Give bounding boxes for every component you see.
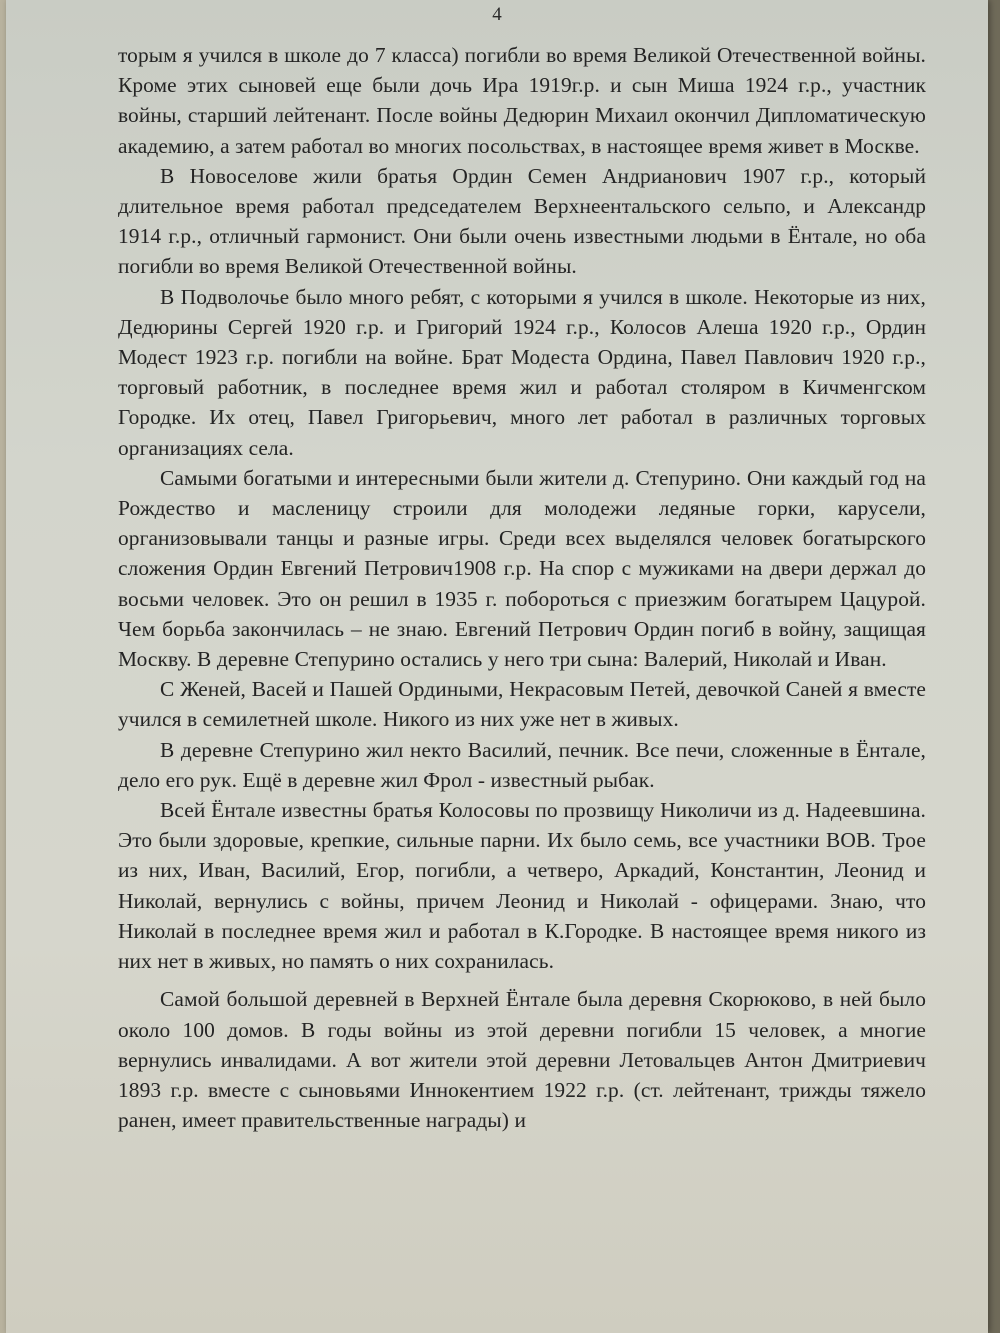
- paragraph-4: Самыми богатыми и интересными были жители д. Степурино. Они каждый год на Рождество и масленицу строили для молодежи ледяные горки, карусели, организовывали танцы и разные игры. Среди всех выделялся человек богатырского сложения Ордин Евгений Петрович1908 г.р. На спор с мужиками на двери держал до восьми человек. Это он решил в 1935 г. побороться с приезжим богатырем Цацурой. Чем борьба закончилась – не знаю. Евгений Петрович Ордин погиб в войну, защищая Москву. В деревне Степурино остались у него три сына: Валерий, Николай и Иван.: [118, 465, 926, 672]
- page-number: 4: [492, 4, 502, 25]
- paragraph-2: В Новоселове жили братья Ордин Семен Андрианович 1907 г.р., который длительное время работал председателем Верхнеентальского сельпо, и Александр 1914 г.р., отличный гармонист. Они были очень известными людьми в Ёнтале, но оба погибли во время Великой Отечественной войны.: [118, 163, 926, 279]
- paragraph-5: С Женей, Васей и Пашей Ордиными, Некрасовым Петей, девочкой Саней я вместе учился в семилетней школе. Никого из них уже нет в живых.: [118, 677, 926, 732]
- paragraph-6: В деревне Степурино жил некто Василий, печник. Все печи, сложенные в Ёнтале, дело его рук. Ещё в деревне жил Фрол - известный рыбак.: [118, 737, 926, 792]
- paragraph-3: В Подволочье было много ребят, с которыми я учился в школе. Некоторые из них, Дедюрины Сергей 1920 г.р. и Григорий 1924 г.р., Колосов Алеша 1920 г.р., Ордин Модест 1923 г.р. погибли на войне. Брат Модеста Ордина, Павел Павлович 1920 г.р., торговый работник, в последнее время жил и работал столяром в Кичменгском Городке. Их отец, Павел Григорьевич, много лет работал в различных торговых организациях села.: [118, 284, 926, 460]
- document-page: [6, 0, 988, 1333]
- paragraph-1: торым я учился в школе до 7 класса) погибли во время Великой Отечественной войны. Кроме этих сыновей еще были дочь Ира 1919г.р. и сын Миша 1924 г.р., участник войны, старший лейтенант. После войны Дедюрин Михаил окончил Дипломатическую академию, а затем работал во многих посольствах, в настоящее время живет в Москве.: [118, 43, 926, 158]
- paragraph-8: Самой большой деревней в Верхней Ёнтале была деревня Скорюково, в ней было около 100 домов. В годы войны из этой деревни погибли 15 человек, а многие вернулись инвалидами. А вот жители этой деревни Летовальцев Антон Дмитриевич 1893 г.р. вместе с сыновьями Иннокентием 1922 г.р. (ст. лейтенант, трижды тяжело ранен, имеет правительственные награды) и: [118, 987, 926, 1133]
- body-text: [118, 40, 926, 1135]
- paragraph-7: Всей Ёнтале известны братья Колосовы по прозвищу Николичи из д. Надеевшина. Это были здоровые, крепкие, сильные парни. Их было семь, все участники ВОВ. Трое из них, Иван, Василий, Егор, погибли, а четверо, Аркадий, Константин, Леонид и Николай, вернулись с войны, причем Леонид и Николай - офицерами. Знаю, что Николай в последнее время жил и работал в К.Городке. В настоящее время никого из них нет в живых, но память о них сохранилась.: [118, 798, 926, 974]
